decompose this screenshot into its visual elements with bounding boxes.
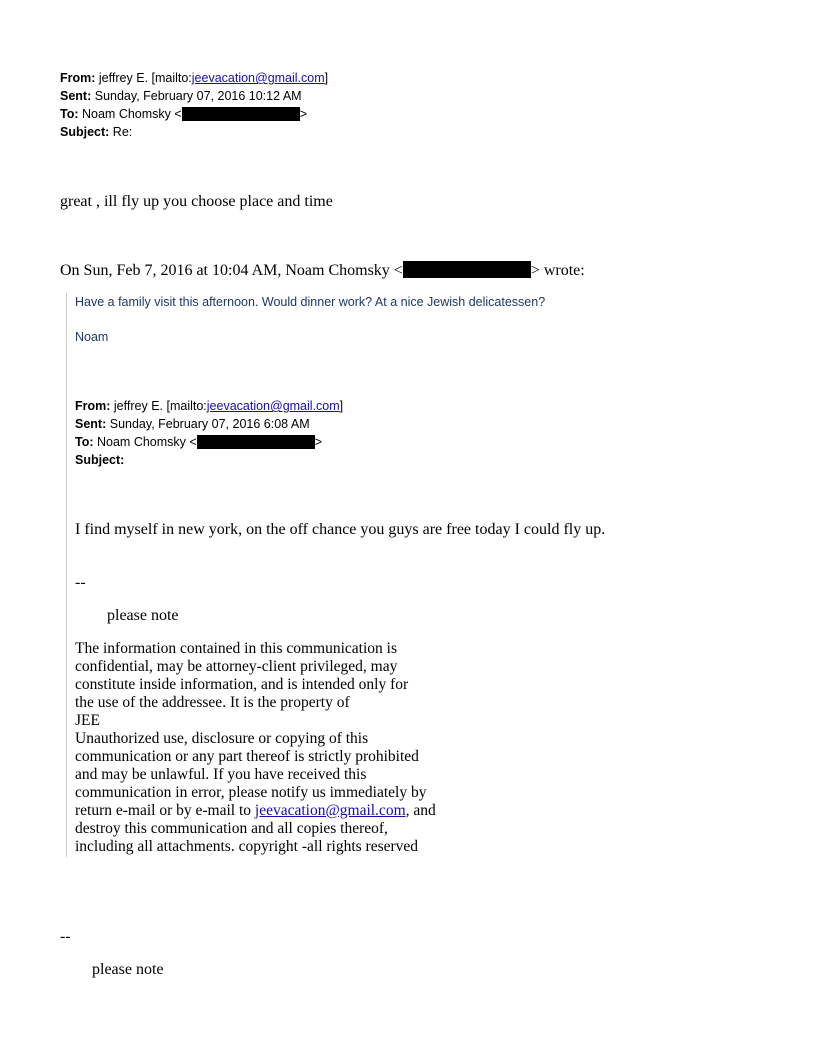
quoted-signature: Noam: [75, 330, 109, 344]
please-note: please note: [107, 607, 179, 624]
disclaimer-line: Unauthorized use, disclosure or copying of this: [75, 730, 369, 747]
inner-sent-line: [75, 415, 343, 433]
disclaimer-line: the use of the addressee. It is the property of: [75, 694, 350, 711]
disclaimer-line: communication in error, please notify us immediately by: [75, 784, 427, 801]
inner-sent-label: Sent:: [75, 417, 107, 431]
quote-bar: [66, 293, 67, 857]
inner-from-close: ]: [339, 399, 344, 413]
disclaimer-line: JEE: [75, 712, 100, 729]
to-value: Noam Chomsky <: [82, 107, 182, 121]
footer-please-note: please note: [92, 961, 164, 978]
sent-value: Sunday, February 07, 2016 10:12 AM: [94, 89, 302, 103]
from-name: jeffrey E. [mailto:: [98, 71, 192, 85]
inner-to-label: To:: [75, 435, 94, 449]
footer-separator: --: [60, 928, 71, 945]
sent-label: Sent:: [60, 89, 92, 103]
reply-intro-after: > wrote:: [530, 262, 585, 279]
sent-line: [60, 87, 328, 105]
subject-line: [60, 123, 328, 141]
redaction-box: [182, 107, 300, 121]
inner-to-line: [75, 433, 343, 451]
from-label: From:: [60, 71, 96, 85]
body-text: great , ill fly up you choose place and time: [60, 193, 333, 210]
disclaimer-line: including all attachments. copyright -all rights reserved: [75, 838, 419, 855]
from-line: [60, 69, 328, 87]
redaction-box: [197, 435, 315, 449]
disclaimer-line: The information contained in this communication is: [75, 640, 397, 657]
disclaimer: [75, 640, 475, 856]
original-message: I find myself in new york, on the off chance you guys are free today I could fly up.: [75, 521, 606, 538]
disclaimer-line: confidential, may be attorney-client privileged, may: [75, 658, 398, 675]
subject-label: Subject:: [60, 125, 110, 139]
inner-from-line: [75, 397, 343, 415]
to-close: >: [299, 107, 307, 121]
inner-sent-value: Sunday, February 07, 2016 6:08 AM: [109, 417, 310, 431]
inner-to-value: Noam Chomsky <: [97, 435, 197, 449]
disclaimer-line: and may be unlawful. If you have received this: [75, 766, 367, 783]
to-line: [60, 105, 328, 123]
inner-subject-line: [75, 451, 343, 469]
inner-email-header: [75, 397, 343, 469]
disclaimer-email-link[interactable]: jeevacation@gmail.com: [254, 802, 406, 819]
reply-intro: [60, 261, 585, 280]
reply-intro-before: On Sun, Feb 7, 2016 at 10:04 AM, Noam Chomsky <: [60, 262, 403, 279]
disclaimer-line: constitute inside information, and is intended only for: [75, 676, 409, 693]
inner-from-email-link[interactable]: jeevacation@gmail.com: [206, 399, 340, 413]
inner-from-name: jeffrey E. [mailto:: [113, 399, 207, 413]
inner-to-close: >: [314, 435, 322, 449]
subject-value: Re:: [112, 125, 133, 139]
redaction-box: [403, 261, 531, 278]
disclaimer-email-line: [75, 802, 475, 820]
inner-from-label: From:: [75, 399, 111, 413]
email-header: [60, 69, 328, 141]
inner-subject-label: Subject:: [75, 453, 125, 467]
disclaimer-line: destroy this communication and all copies thereof,: [75, 820, 388, 837]
disclaimer-email-after: , and: [405, 802, 436, 819]
from-close: ]: [324, 71, 329, 85]
to-label: To:: [60, 107, 79, 121]
from-email-link[interactable]: jeevacation@gmail.com: [191, 71, 325, 85]
signature-separator: --: [75, 574, 86, 591]
disclaimer-line: communication or any part thereof is strictly prohibited: [75, 748, 419, 765]
quoted-message: Have a family visit this afternoon. Would dinner work? At a nice Jewish delicatessen?: [75, 295, 546, 309]
disclaimer-email-before: return e-mail or by e-mail to: [75, 802, 255, 819]
